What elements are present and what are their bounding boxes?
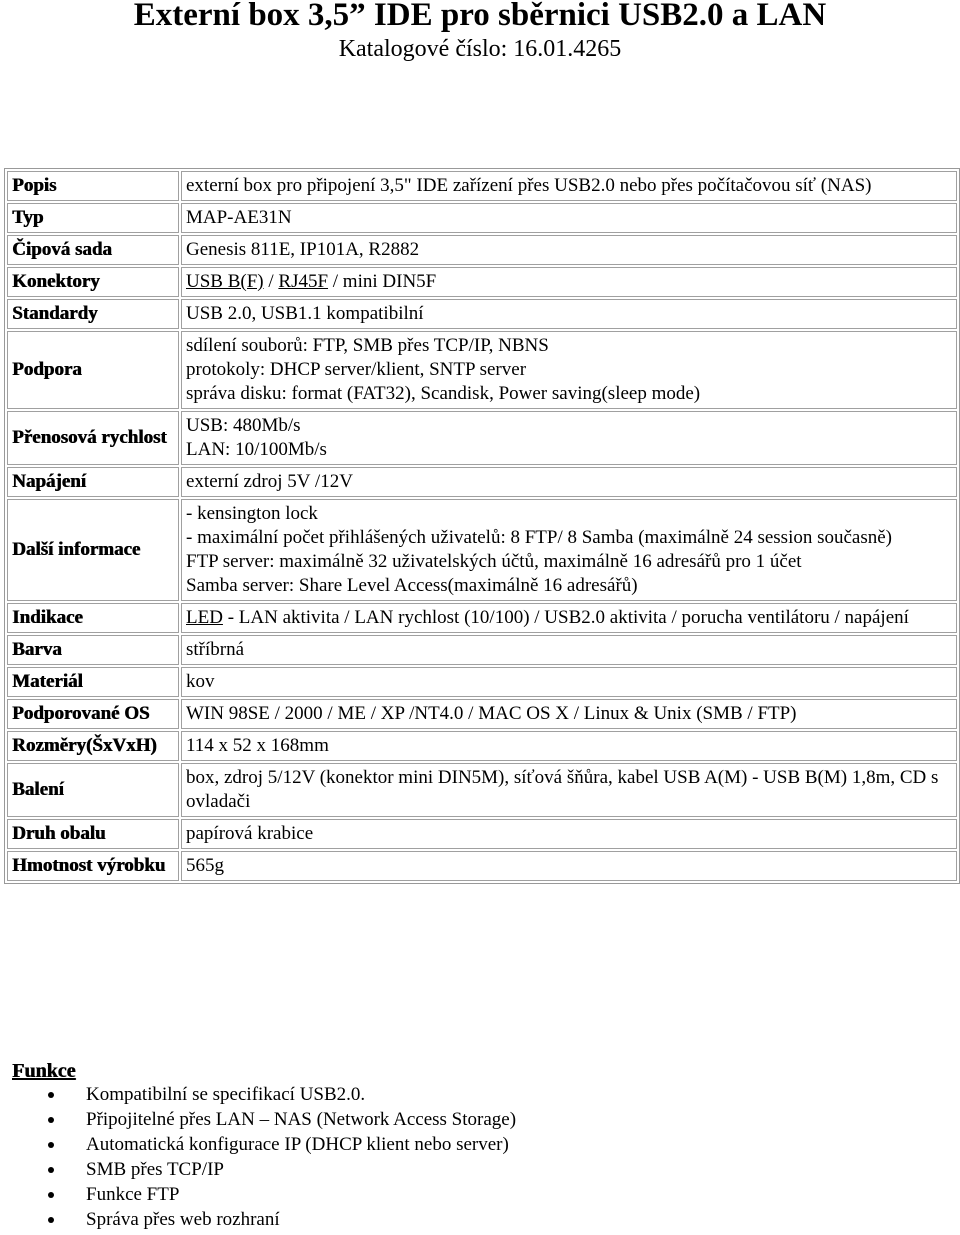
spec-label: Napájení — [7, 467, 179, 497]
features-heading: Funkce — [12, 1060, 76, 1082]
podpora-line: protokoly: DHCP server/klient, SNTP server — [186, 359, 527, 380]
spec-value: externí zdroj 5V /12V — [181, 467, 957, 497]
spec-row-material — [7, 667, 957, 697]
spec-value: USB 2.0, USB1.1 kompatibilní — [181, 299, 957, 329]
spec-value: 565g — [181, 851, 957, 881]
spec-row-druh-obalu — [7, 819, 957, 849]
spec-value: 114 x 52 x 168mm — [181, 731, 957, 761]
spec-row-rozmery — [7, 731, 957, 761]
spec-value — [181, 603, 957, 633]
info-line: - kensington lock — [186, 503, 318, 524]
spec-label: Balení — [7, 763, 179, 817]
spec-label: Hmotnost výrobku — [7, 851, 179, 881]
spec-row-podpora — [7, 331, 957, 409]
connector-rest: / mini DIN5F — [328, 271, 437, 292]
indikace-rest: - LAN aktivita / LAN rychlost (10/100) / USB2.0 aktivita / porucha ventilátoru / napájení — [222, 607, 909, 628]
led-link[interactable]: LED — [186, 607, 223, 628]
catalog-number: Katalogové číslo: 16.01.4265 — [338, 36, 622, 62]
speed-line: USB: 480Mb/s — [186, 415, 301, 436]
usb-b-link[interactable]: USB B(F) — [186, 271, 264, 292]
spec-label: Popis — [7, 171, 179, 201]
spec-label: Materiál — [7, 667, 179, 697]
page-header — [0, 0, 960, 63]
spec-label: Podpora — [7, 331, 179, 409]
info-line: - maximální počet přihlášených uživatelů: 8 FTP/ 8 Samba (maximálně 24 session současně) — [186, 527, 893, 548]
spec-label: Standardy — [7, 299, 179, 329]
spec-row-baleni — [7, 763, 957, 817]
spec-label: Typ — [7, 203, 179, 233]
spec-value — [181, 331, 957, 409]
spec-label: Podporované OS — [7, 699, 179, 729]
spec-row-standardy — [7, 299, 957, 329]
spec-table — [4, 168, 960, 884]
spec-row-podporovane-os — [7, 699, 957, 729]
features-list — [40, 1082, 516, 1232]
spec-label: Přenosová rychlost — [7, 411, 179, 465]
spec-label: Indikace — [7, 603, 179, 633]
spec-row-prenosova-rychlost — [7, 411, 957, 465]
feature-item: Funkce FTP — [40, 1182, 516, 1207]
feature-item: Kompatibilní se specifikací USB2.0. — [40, 1082, 516, 1107]
spec-row-napajeni — [7, 467, 957, 497]
spec-row-hmotnost — [7, 851, 957, 881]
spec-row-popis — [7, 171, 957, 201]
spec-label: Čipová sada — [7, 235, 179, 265]
spec-label: Barva — [7, 635, 179, 665]
spec-value: MAP-AE31N — [181, 203, 957, 233]
feature-item: Automatická konfigurace IP (DHCP klient nebo server) — [40, 1132, 516, 1157]
page-title: Externí box 3,5” IDE pro sběrnici USB2.0 a LAN — [133, 0, 827, 33]
spec-label: Druh obalu — [7, 819, 179, 849]
speed-line: LAN: 10/100Mb/s — [186, 439, 327, 460]
spec-value: stříbrná — [181, 635, 957, 665]
feature-item: Připojitelné přes LAN – NAS (Network Access Storage) — [40, 1107, 516, 1132]
connector-separator: / — [263, 271, 279, 292]
spec-value — [181, 499, 957, 601]
spec-row-konektory — [7, 267, 957, 297]
info-line: Samba server: Share Level Access(maximálně 16 adresářů) — [186, 575, 638, 596]
spec-value: Genesis 811E, IP101A, R2882 — [181, 235, 957, 265]
podpora-line: sdílení souborů: FTP, SMB přes TCP/IP, NBNS — [186, 335, 549, 356]
spec-value: kov — [181, 667, 957, 697]
spec-value — [181, 267, 957, 297]
spec-row-indikace — [7, 603, 957, 633]
spec-label: Konektory — [7, 267, 179, 297]
spec-row-dalsi-informace — [7, 499, 957, 601]
info-line: FTP server: maximálně 32 uživatelských účtů, maximálně 16 adresářů pro 1 účet — [186, 551, 802, 572]
spec-row-cipova-sada — [7, 235, 957, 265]
podpora-line: správa disku: format (FAT32), Scandisk, Power saving(sleep mode) — [186, 383, 701, 404]
spec-value: papírová krabice — [181, 819, 957, 849]
rj45f-link[interactable]: RJ45F — [278, 271, 329, 292]
feature-item: Správa přes web rozhraní — [40, 1207, 516, 1232]
spec-row-barva — [7, 635, 957, 665]
feature-item: SMB přes TCP/IP — [40, 1157, 516, 1182]
spec-value — [181, 411, 957, 465]
spec-label: Rozměry(ŠxVxH) — [7, 731, 179, 761]
spec-label: Další informace — [7, 499, 179, 601]
spec-value: box, zdroj 5/12V (konektor mini DIN5M), síťová šňůra, kabel USB A(M) - USB B(M) 1,8m, CD s ovladači — [181, 763, 957, 817]
spec-row-typ — [7, 203, 957, 233]
spec-value: WIN 98SE / 2000 / ME / XP /NT4.0 / MAC OS X / Linux & Unix (SMB / FTP) — [181, 699, 957, 729]
spec-value: externí box pro připojení 3,5" IDE zařízení přes USB2.0 nebo přes počítačovou síť (NAS) — [181, 171, 957, 201]
